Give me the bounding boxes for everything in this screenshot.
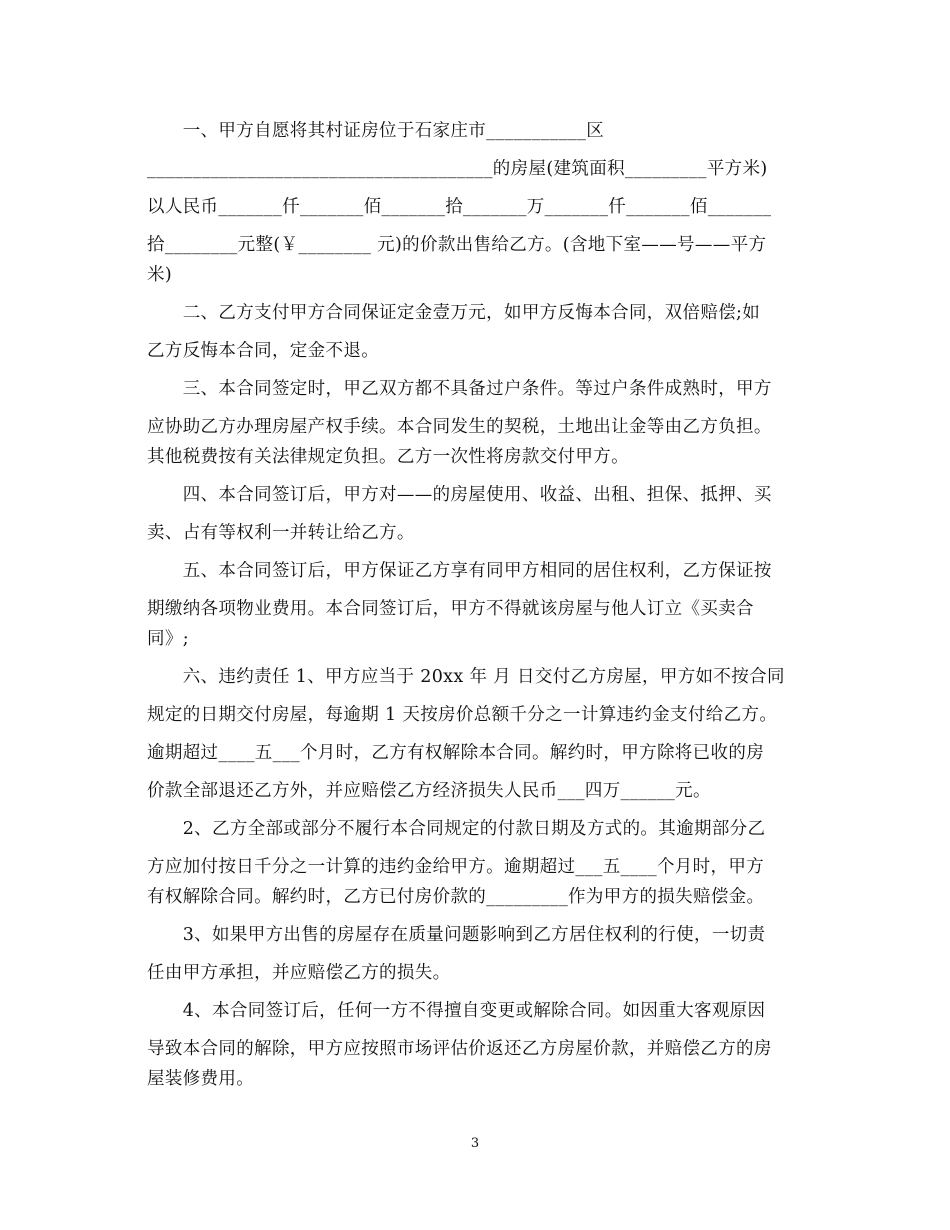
text-line: 逾期超过____五___个月时，乙方有权解除本合同。解约时，甲方除将已收的房 [147, 743, 765, 763]
text-line: 以人民币_______仟_______佰_______拾_______万_______仟_______佰_______ [147, 197, 772, 217]
text-line: 其他税费按有关法律规定负担。乙方一次性将房款交付甲方。 [147, 447, 629, 467]
text-line: 有权解除合同。解约时，乙方已付房价款的_________作为甲方的损失赔偿金。 [147, 887, 765, 907]
text-line: 方应加付按日千分之一计算的违约金给甲方。逾期超过___五____个月时，甲方 [147, 857, 765, 877]
text-line: 卖、占有等权利一并转让给乙方。 [147, 523, 415, 543]
text-line: 导致本合同的解除，甲方应按照市场评估价返还乙方房屋价款，并赔偿乙方的房 [147, 1039, 772, 1059]
text-line: 三、本合同签定时，甲乙双方都不具备过户条件。等过户条件成熟时，甲方 [147, 379, 772, 399]
text-line: 任由甲方承担，并应赔偿乙方的损失。 [147, 963, 451, 983]
text-line: 拾________元整(￥________ 元)的价款出售给乙方。(含地下室——号——平方 [147, 235, 767, 255]
text-line: 四、本合同签订后，甲方对——的房屋使用、收益、出租、担保、抵押、买 [147, 485, 772, 505]
text-line: ______________________________________的房屋(建筑面积_________平方米) [147, 159, 768, 179]
text-line: 同》; [147, 629, 189, 649]
text-line: 2、乙方全部或部分不履行本合同规定的付款日期及方式的。其逾期部分乙 [147, 819, 766, 839]
text-line: 五、本合同签订后，甲方保证乙方享有同甲方相同的居住权利，乙方保证按 [147, 561, 772, 581]
text-line: 屋装修费用。 [147, 1069, 255, 1089]
text-line: 价款全部退还乙方外，并应赔偿乙方经济损失人民币___四万______元。 [147, 781, 711, 801]
text-line: 一、甲方自愿将其村证房位于石家庄市___________区 [147, 121, 605, 141]
text-line: 米) [147, 265, 173, 285]
text-line: 应协助乙方办理房屋产权手续。本合同发生的契税，土地出让金等由乙方负担。 [147, 417, 772, 437]
text-line: 期缴纳各项物业费用。本合同签订后，甲方不得就该房屋与他人订立《买卖合 [147, 599, 754, 619]
text-line: 规定的日期交付房屋，每逾期 1 天按房价总额千分之一计算违约金支付给乙方。 [147, 705, 778, 725]
text-line: 3、如果甲方出售的房屋存在质量问题影响到乙方居住权利的行使，一切责 [147, 925, 766, 945]
text-line: 六、违约责任 1、甲方应当于 20xx 年 月 日交付乙方房屋，甲方如不按合同 [147, 667, 785, 687]
page-number: 3 [470, 1136, 480, 1151]
text-line: 4、本合同签订后，任何一方不得擅自变更或解除合同。如因重大客观原因 [147, 1001, 766, 1021]
text-line: 乙方反悔本合同，定金不退。 [147, 341, 380, 361]
text-line: 二、乙方支付甲方合同保证定金壹万元，如甲方反悔本合同，双倍赔偿;如 [147, 303, 761, 323]
